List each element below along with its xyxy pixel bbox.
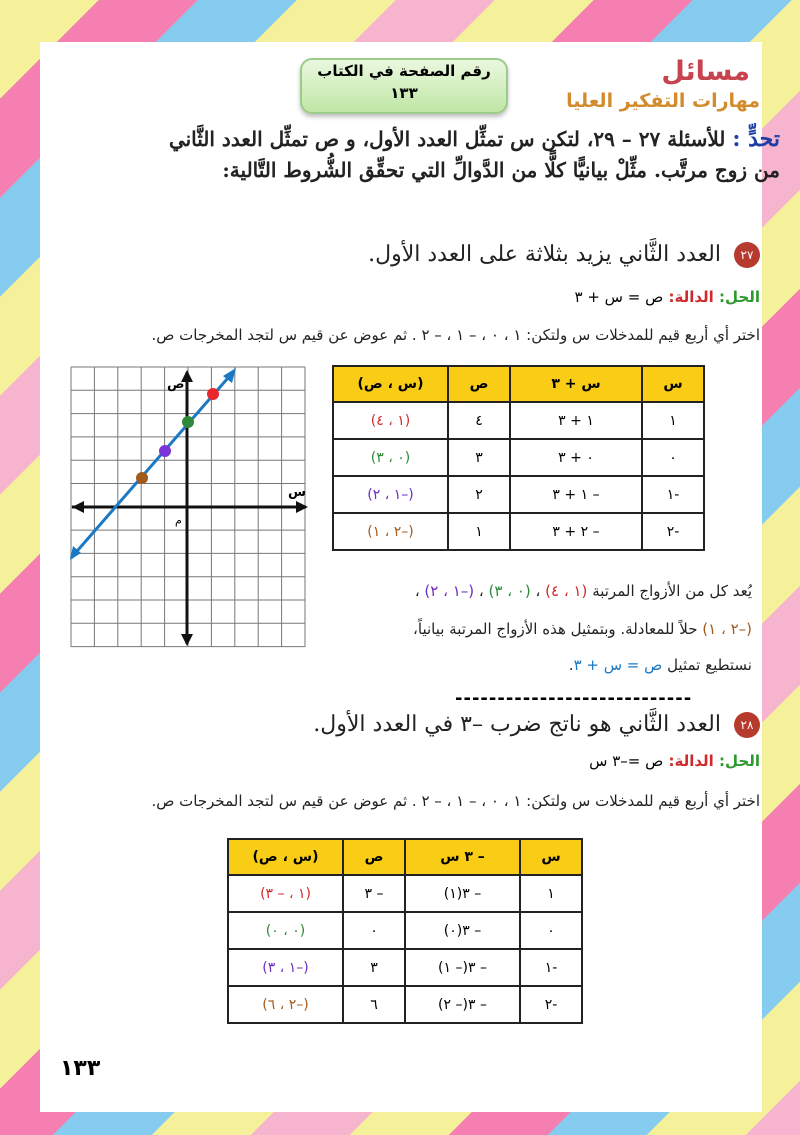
solution-line-28 [360, 752, 760, 770]
ordered-pair: (–١ ، ٢) [424, 582, 475, 600]
table-row [333, 402, 704, 439]
section-divider: ---------------------------- [455, 688, 693, 709]
table-cell: (–٢ ، ١) [333, 513, 448, 550]
point-1-4 [207, 388, 219, 400]
table-cell: (١ ، – ٣) [228, 875, 343, 912]
table-cell: (–١ ، ٢) [333, 476, 448, 513]
conclusion-text: نستطيع تمثيل [667, 656, 752, 674]
table-cell: – ٣(– ٢) [405, 986, 520, 1023]
instruction-27: اختر أي أربع قيم للمدخلات س ولتكن: ١ ، ٠ ، – ١ ، – ٢ . ثم عوض عن قيم س لتجد المخرجات ص. [151, 326, 760, 344]
table-cell: – ٣(– ١) [405, 949, 520, 986]
table-cell: – ٣ [343, 875, 405, 912]
ordered-pair: (–٢ ، ١) [702, 620, 752, 638]
values-table-28 [227, 838, 583, 1024]
challenge-paragraph [140, 124, 780, 186]
conclusion-line-2 [332, 620, 752, 638]
book-page-badge [300, 58, 508, 114]
table-cell: ٢ [448, 476, 510, 513]
conclusion-equation: ص = س + ٣ [573, 656, 663, 674]
table-row [333, 476, 704, 513]
function-expression: ص = س + ٣ [574, 288, 664, 306]
table-cell: ١ [448, 513, 510, 550]
table-cell: ٠ [343, 912, 405, 949]
ordered-pair: (١ ، ٤) [545, 582, 588, 600]
badge-label: رقم الصفحة في الكتاب [317, 62, 491, 80]
table-cell: ٠ + ٣ [510, 439, 642, 476]
question-text: العدد الثَّاني يزيد بثلاثة على العدد الأول. [368, 242, 721, 267]
question-number-badge: ٢٨ [734, 712, 760, 738]
values-table-27 [332, 365, 705, 551]
table-header-cell: (س ، ص) [228, 839, 343, 875]
x-axis-arrow-left [72, 501, 84, 513]
x-axis-arrow-right [296, 501, 308, 513]
table-cell: ٠ [642, 439, 704, 476]
table-cell: ١ [642, 402, 704, 439]
table-cell: (٠ ، ٠) [228, 912, 343, 949]
function-expression: ص =–٣ س [589, 752, 664, 770]
table-cell: – ٢ + ٣ [510, 513, 642, 550]
table-cell: -١ [520, 949, 582, 986]
table-cell: ٠ [520, 912, 582, 949]
table-cell: (١ ، ٤) [333, 402, 448, 439]
table-cell: ٤ [448, 402, 510, 439]
conclusion-line-1: يُعد كل من الأزواج المرتبة (١ ، ٤) ، (٠ ، ٣) ، (–١ ، ٢) ، [414, 582, 752, 600]
table-header-cell: (س ، ص) [333, 366, 448, 402]
function-label: الدالة: [668, 752, 714, 770]
table-cell: -٢ [520, 986, 582, 1023]
table-cell: – ٣(٠) [405, 912, 520, 949]
table-header-row [228, 839, 582, 875]
table-cell: (–١ ، ٣) [228, 949, 343, 986]
table-header-cell: س [520, 839, 582, 875]
table-row [228, 949, 582, 986]
table-cell: -١ [642, 476, 704, 513]
page-number: ١٣٣ [60, 1056, 101, 1081]
solution-label: الحل: [719, 752, 760, 770]
table-row [333, 513, 704, 550]
section-subtitle: مهارات التفكير العليا [566, 90, 760, 112]
point-neg1-2 [159, 445, 171, 457]
y-axis-label: ص [167, 377, 185, 392]
instruction-28: اختر أي أربع قيم للمدخلات س ولتكن: ١ ، ٠ ، – ١ ، – ٢ . ثم عوض عن قيم س لتجد المخرجات ص. [151, 792, 760, 810]
table-cell: ٣ [343, 949, 405, 986]
table-cell: (–٢ ، ٦) [228, 986, 343, 1023]
challenge-label: تحدٍّ : [732, 126, 780, 152]
point-0-3 [182, 416, 194, 428]
solution-line-27 [360, 288, 760, 306]
challenge-text: للأسئلة ٢٧ – ٢٩، لتكن س تمثِّل العدد الأول، و ص تمثِّل العدد الثَّاني من زوج مرتَّب. مثِّلْ بيانيًّا كلًّا من الدَّوالِّ التي تحقِّق الشُّروط التَّالية: [168, 127, 780, 182]
question-text: العدد الثَّاني هو ناتج ضرب –٣ في العدد الأول. [313, 712, 721, 737]
table-cell: ١ [520, 875, 582, 912]
table-cell: -٢ [642, 513, 704, 550]
conclusion-text: حلاً للمعادلة. وبتمثيل هذه الأزواج المرتبة بيانياً، [413, 620, 698, 638]
table-header-cell: س [642, 366, 704, 402]
function-label: الدالة: [668, 288, 714, 306]
table-header-row [333, 366, 704, 402]
ordered-pair: (٠ ، ٣) [488, 582, 531, 600]
table-cell: ١ + ٣ [510, 402, 642, 439]
origin-label: م [175, 514, 182, 527]
coordinate-graph [70, 366, 310, 648]
table-cell: (٠ ، ٣) [333, 439, 448, 476]
question-number-badge: ٢٧ [734, 242, 760, 268]
table-row [228, 912, 582, 949]
table-row [228, 986, 582, 1023]
table-header-cell: ص [448, 366, 510, 402]
table-header-cell: ص [343, 839, 405, 875]
x-axis-label: س [288, 485, 306, 500]
table-cell: ٦ [343, 986, 405, 1023]
solution-label: الحل: [719, 288, 760, 306]
point-neg2-1 [136, 472, 148, 484]
question-27 [160, 242, 760, 268]
question-28 [160, 712, 760, 738]
table-header-cell: – ٣ س [405, 839, 520, 875]
section-title: مسائل [661, 56, 750, 87]
table-row [333, 439, 704, 476]
conclusion-text: يُعد كل من الأزواج المرتبة [592, 582, 752, 600]
conclusion-line-3: نستطيع تمثيل ص = س + ٣. [568, 656, 752, 674]
table-cell: ٣ [448, 439, 510, 476]
table-cell: – ١ + ٣ [510, 476, 642, 513]
table-cell: – ٣(١) [405, 875, 520, 912]
table-row [228, 875, 582, 912]
y-axis-arrow-down [181, 634, 193, 646]
table-header-cell: س + ٣ [510, 366, 642, 402]
badge-number: ١٣٣ [390, 84, 418, 102]
